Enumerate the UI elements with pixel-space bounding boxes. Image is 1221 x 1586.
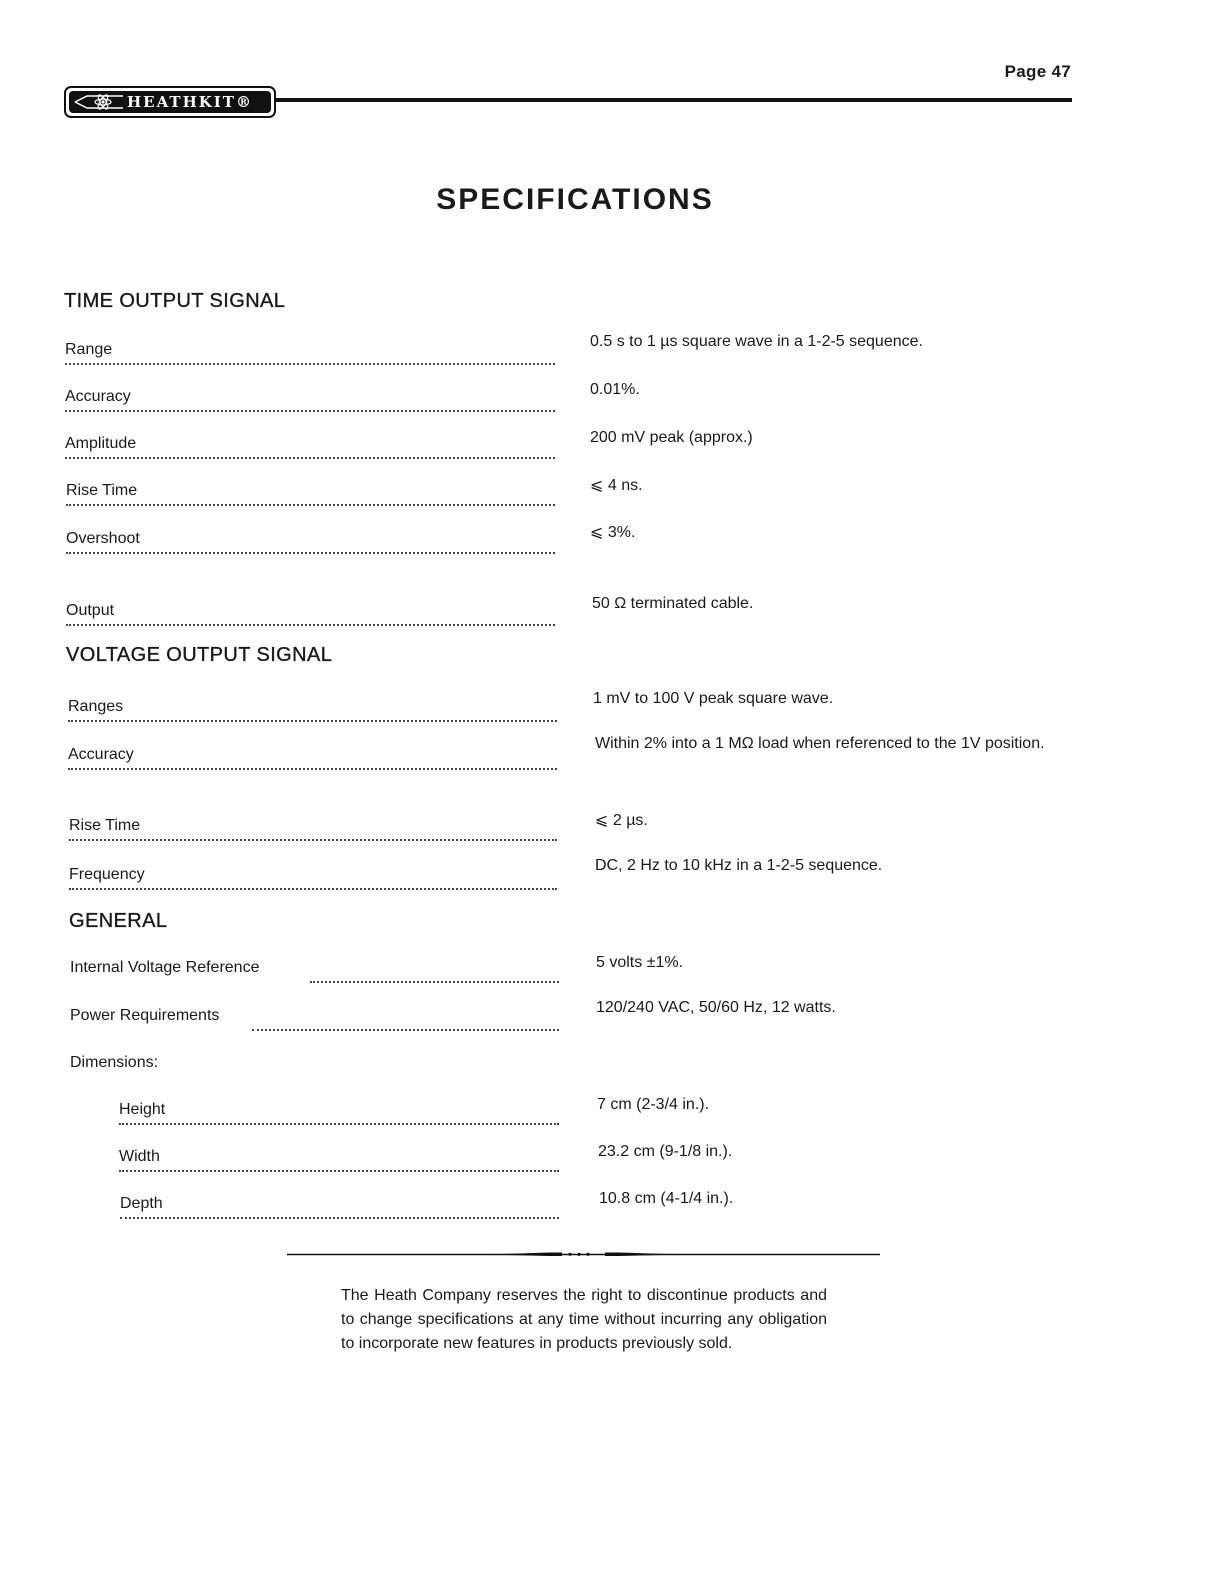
disclaimer-text: The Heath Company reserves the right to discontinue products and to change specifications at any time without incurring any obligation to incorporate new features in products previously sold. xyxy=(341,1287,827,1352)
spec-row xyxy=(120,1195,559,1221)
spec-value: 50 Ω terminated cable. xyxy=(592,595,754,612)
spec-label: Width xyxy=(119,1148,166,1166)
atom-icon xyxy=(73,92,125,112)
spec-label: Height xyxy=(119,1101,171,1119)
spec-value: ⩽ 2 µs. xyxy=(595,812,648,829)
dot-leader xyxy=(252,1009,559,1031)
dot-leader xyxy=(119,1150,559,1172)
spec-row xyxy=(70,1007,559,1033)
section-heading-voltage-output: VOLTAGE OUTPUT SIGNAL xyxy=(66,644,333,666)
spec-label: Overshoot xyxy=(66,530,146,548)
spec-value: ⩽ 4 ns. xyxy=(590,477,643,494)
spec-row xyxy=(69,817,557,843)
spec-label: Output xyxy=(66,602,120,620)
spec-value: 1 mV to 100 V peak square wave. xyxy=(593,690,834,707)
spec-label: Rise Time xyxy=(69,817,146,835)
spec-value: 120/240 VAC, 50/60 Hz, 12 watts. xyxy=(596,999,836,1016)
spec-label: Accuracy xyxy=(68,746,140,764)
spec-value: 10.8 cm (4-1/4 in.). xyxy=(599,1190,734,1207)
spec-label: Ranges xyxy=(68,698,129,716)
spec-value: 0.01%. xyxy=(590,381,640,398)
section-heading-time-output: TIME OUTPUT SIGNAL xyxy=(64,290,286,312)
spec-value: DC, 2 Hz to 10 kHz in a 1-2-5 sequence. xyxy=(595,857,883,874)
spec-row xyxy=(68,698,557,724)
dot-leader xyxy=(65,343,555,365)
spec-label: Rise Time xyxy=(66,482,143,500)
spec-row xyxy=(68,746,557,772)
spec-value: ⩽ 3%. xyxy=(590,524,636,541)
page-title: SPECIFICATIONS xyxy=(436,183,714,216)
spec-label: Frequency xyxy=(69,866,151,884)
dot-leader xyxy=(120,1197,559,1219)
spec-value: Within 2% into a 1 MΩ load when referenced to the 1V position. xyxy=(595,735,1045,752)
dot-leader xyxy=(310,961,559,983)
spec-value: 23.2 cm (9-1/8 in.). xyxy=(598,1143,733,1160)
spec-value: 7 cm (2-3/4 in.). xyxy=(597,1096,710,1113)
spec-value: 200 mV peak (approx.) xyxy=(590,429,753,446)
dot-leader xyxy=(66,604,555,626)
spec-label: Depth xyxy=(120,1195,169,1213)
spec-row xyxy=(65,388,555,414)
spec-value: 0.5 s to 1 µs square wave in a 1-2-5 sequence. xyxy=(590,333,923,350)
spec-label: Power Requirements xyxy=(70,1007,225,1025)
dot-leader xyxy=(68,748,557,770)
dimensions-label: Dimensions: xyxy=(70,1054,159,1071)
spec-row xyxy=(119,1101,559,1127)
spec-label: Amplitude xyxy=(65,435,142,453)
spec-row xyxy=(119,1148,559,1174)
ornamental-divider xyxy=(287,1251,880,1257)
dot-leader xyxy=(119,1103,559,1125)
spec-label: Internal Voltage Reference xyxy=(70,959,265,977)
section-heading-general: GENERAL xyxy=(69,910,168,932)
spec-row xyxy=(66,482,555,508)
spec-row xyxy=(66,530,555,556)
spec-label: Accuracy xyxy=(65,388,137,406)
spec-row xyxy=(65,341,555,367)
spec-label: Range xyxy=(65,341,118,359)
dot-leader xyxy=(65,390,555,412)
spec-row xyxy=(70,959,559,985)
dot-leader xyxy=(68,700,557,722)
spec-row xyxy=(69,866,557,892)
logo-text: HEATHKIT® xyxy=(127,93,253,111)
page-number: Page 47 xyxy=(1004,62,1071,81)
heathkit-logo xyxy=(64,86,276,118)
spec-row xyxy=(65,435,555,461)
header-rule xyxy=(276,98,1072,102)
spec-value: 5 volts ±1%. xyxy=(596,954,684,971)
spec-row xyxy=(66,602,555,628)
